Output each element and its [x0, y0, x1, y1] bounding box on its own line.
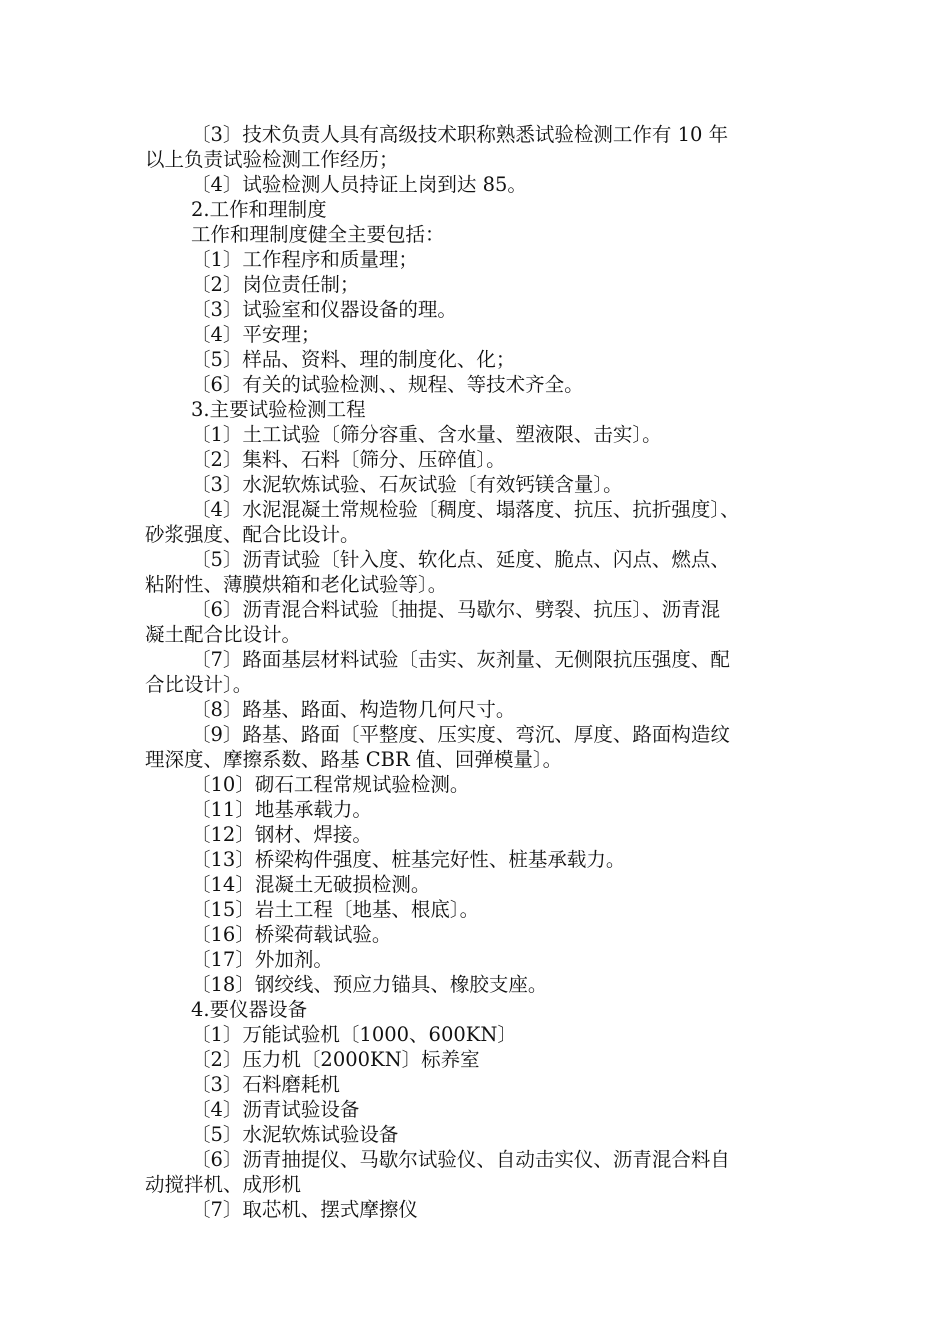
text-line: 〔3〕水泥软炼试验、石灰试验〔有效钙镁含量〕。 — [191, 473, 623, 496]
text-line: 〔12〕钢材、焊接。 — [191, 823, 372, 846]
text-line: 〔1〕工作程序和质量理； — [191, 248, 418, 271]
text-line: 以上负责试验检测工作经历； — [145, 148, 399, 171]
text-line: 动搅拌机、成形机 — [145, 1173, 302, 1196]
text-line: 〔13〕桥梁构件强度、桩基完好性、桩基承载力。 — [191, 848, 626, 871]
text-line: 〔5〕水泥软炼试验设备 — [191, 1123, 399, 1146]
text-line: 理深度、摩擦系数、路基 CBR 值、回弹模量〕。 — [145, 748, 563, 771]
text-line: 〔14〕混凝土无破损检测。 — [191, 873, 431, 896]
text-line: 〔7〕取芯机、摆式摩擦仪 — [191, 1198, 418, 1221]
text-line: 〔3〕技术负责人具有高级技术职称熟悉试验检测工作有 10 年 — [191, 123, 729, 146]
text-line: 〔2〕集料、石料〔筛分、压碎值〕。 — [191, 448, 506, 471]
text-line: 〔6〕沥青抽提仪、马歇尔试验仪、自动击实仪、沥青混合料自 — [191, 1148, 730, 1171]
text-line: 〔17〕外加剂。 — [191, 948, 333, 971]
text-line: 合比设计〕。 — [145, 673, 253, 696]
text-line: 〔4〕水泥混凝土常规检验〔稠度、塌落度、抗压、抗折强度〕、 — [191, 498, 740, 521]
text-line: 〔2〕岗位责任制； — [191, 273, 360, 296]
document-body — [145, 122, 810, 1222]
text-line: 〔10〕砌石工程常规试验检测。 — [191, 773, 470, 796]
text-line: 〔6〕有关的试验检测、、规程、等技术齐全。 — [191, 373, 584, 396]
text-line: 〔5〕沥青试验〔针入度、软化点、延度、脆点、闪点、燃点、 — [191, 548, 730, 571]
text-line: 〔3〕石料磨耗机 — [191, 1073, 340, 1096]
text-line: 〔4〕沥青试验设备 — [191, 1098, 360, 1121]
text-line: 〔4〕试验检测人员持证上岗到达 85。 — [191, 173, 527, 196]
text-line: 〔11〕地基承载力。 — [191, 798, 372, 821]
text-line: 〔9〕路基、路面〔平整度、压实度、弯沉、厚度、路面构造纹 — [191, 723, 730, 746]
text-line: 〔16〕桥梁荷载试验。 — [191, 923, 392, 946]
text-line: 〔8〕路基、路面、构造物几何尺寸。 — [191, 698, 516, 721]
text-line: 〔18〕钢绞线、预应力锚具、橡胶支座。 — [191, 973, 548, 996]
text-line: 〔4〕平安理； — [191, 323, 321, 346]
text-line: 砂浆强度、配合比设计。 — [145, 523, 360, 546]
text-line: 粘附性、薄膜烘箱和老化试验等〕。 — [145, 573, 448, 596]
text-line: 凝土配合比设计。 — [145, 623, 302, 646]
text-line: 工作和理制度健全主要包括： — [191, 223, 445, 246]
text-line: 〔1〕土工试验〔筛分容重、含水量、塑液限、击实〕。 — [191, 423, 662, 446]
text-line: 〔3〕试验室和仪器设备的理。 — [191, 298, 457, 321]
text-line: 〔7〕路面基层材料试验〔击实、灰剂量、无侧限抗压强度、配 — [191, 648, 730, 671]
text-line: 〔1〕万能试验机〔1000、600KN〕 — [191, 1023, 517, 1046]
text-line: 〔5〕样品、资料、理的制度化、化； — [191, 348, 516, 371]
text-line: 〔15〕岩土工程〔地基、根底〕。 — [191, 898, 480, 921]
text-line: 〔2〕压力机〔2000KN〕标养室 — [191, 1048, 480, 1071]
text-line: 3.主要试验检测工程 — [191, 398, 366, 421]
text-line: 4.要仪器设备 — [191, 998, 308, 1021]
text-line: 〔6〕沥青混合料试验〔抽提、马歇尔、劈裂、抗压〕、沥青混 — [191, 598, 721, 621]
text-line: 2.工作和理制度 — [191, 198, 327, 221]
